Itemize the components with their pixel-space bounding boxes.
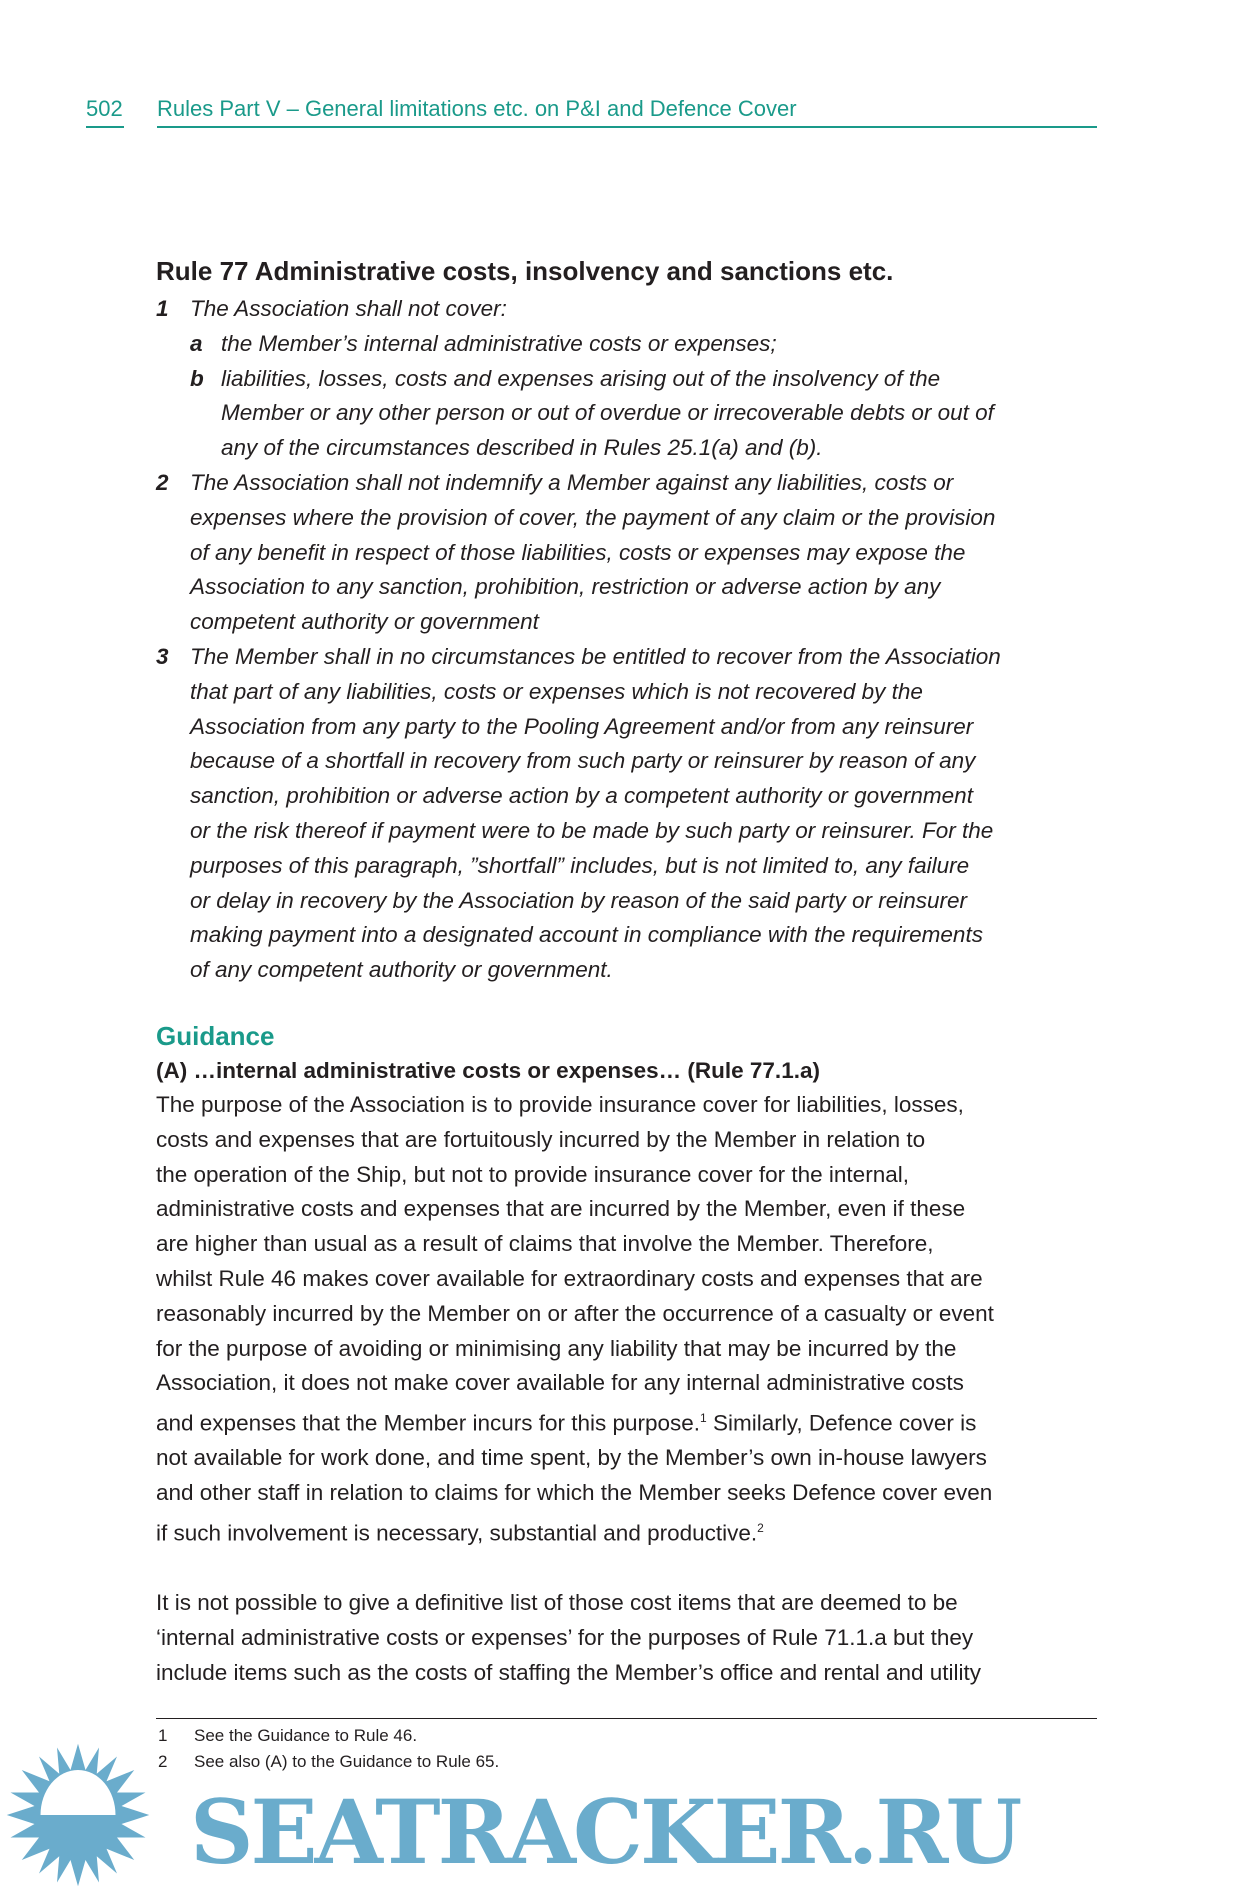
rule-title: Rule 77 Administrative costs, insolvency and sanctions etc. <box>156 256 894 286</box>
page-number: 502 <box>86 96 124 128</box>
text-line: not available for work done, and time spent, by the Member’s own in-house lawyers <box>156 1445 987 1471</box>
text-line: because of a shortfall in recovery from such party or reinsurer by reason of any <box>190 748 976 774</box>
text-line: sanction, prohibition or adverse action by a competent authority or government <box>190 783 973 809</box>
text-line: Association to any sanction, prohibition, restriction or adverse action by any <box>190 574 941 600</box>
rule-item-2 <box>156 466 1106 640</box>
text-line: The Member shall in no circumstances be entitled to recover from the Association <box>190 643 1001 669</box>
text-run: and expenses that the Member incurs for this purpose. <box>156 1410 701 1436</box>
footnote-1 <box>158 1726 417 1746</box>
footnote-2 <box>158 1752 499 1772</box>
text-line: costs and expenses that are fortuitously incurred by the Member in relation to <box>156 1126 926 1152</box>
sun-logo-icon <box>0 1740 160 1890</box>
sub-item-a <box>190 327 1106 362</box>
text-line: The Association shall not indemnify a Member against any liabilities, costs or <box>190 469 954 495</box>
text-line: the Member’s internal administrative costs or expenses; <box>221 330 777 356</box>
item-number: 3 <box>156 643 169 669</box>
text-line: purposes of this paragraph, ”shortfall” includes, but is not limited to, any failure <box>190 852 970 878</box>
sub-item-b <box>190 362 1106 466</box>
text-line: Member or any other person or out of overdue or irrecoverable debts or out of <box>221 400 994 426</box>
text-line: It is not possible to give a definitive list of those cost items that are deemed to be <box>156 1590 958 1616</box>
footnote-ref-1[interactable]: 1 <box>700 1411 707 1426</box>
footnote-ref-2[interactable]: 2 <box>757 1521 764 1536</box>
text-line: The Association shall not cover: <box>190 296 507 321</box>
text-line: ‘internal administrative costs or expenses’ for the purposes of Rule 71.1.a but they <box>156 1624 974 1650</box>
text-line <box>156 1511 1106 1551</box>
footnote-text: See the Guidance to Rule 46. <box>194 1726 418 1745</box>
text-line: any of the circumstances described in Rules 25.1(a) and (b). <box>221 435 823 461</box>
guidance-subheading: (A) …internal administrative costs or expenses… (Rule 77.1.a) <box>156 1058 820 1083</box>
guidance-paragraph-1 <box>156 1088 1106 1551</box>
text-line: include items such as the costs of staffing the Member’s office and rental and utility <box>156 1659 982 1685</box>
text-line: expenses where the provision of cover, the payment of any claim or the provision <box>190 504 996 530</box>
footnote-text: See also (A) to the Guidance to Rule 65. <box>194 1752 500 1771</box>
text-line: reasonably incurred by the Member on or after the occurrence of a casualty or event <box>156 1300 994 1326</box>
sub-item-letter: a <box>190 330 203 356</box>
text-line: of any benefit in respect of those liabilities, costs or expenses may expose the <box>190 539 966 565</box>
text-line: that part of any liabilities, costs or expenses which is not recovered by the <box>190 678 923 704</box>
item-number: 1 <box>156 296 169 321</box>
footnote-number: 1 <box>158 1726 168 1745</box>
text-line: whilst Rule 46 makes cover available for extraordinary costs and expenses that are <box>156 1265 983 1291</box>
guidance-heading: Guidance <box>156 1021 275 1051</box>
guidance-paragraph-2 <box>156 1586 1106 1690</box>
running-header: Rules Part V – General limitations etc. on P&I and Defence Cover <box>157 96 1097 128</box>
guidance-section <box>156 1018 1106 1725</box>
text-line: Association from any party to the Pooling Agreement and/or from any reinsurer <box>190 713 974 739</box>
sub-item-letter: b <box>190 365 204 391</box>
footnote-divider <box>156 1718 1097 1719</box>
text-line: liabilities, losses, costs and expenses arising out of the insolvency of the <box>221 365 941 391</box>
rule-items <box>156 292 1106 988</box>
text-line: making payment into a designated account in compliance with the requirements <box>190 922 983 948</box>
text-line: competent authority or government <box>190 609 539 635</box>
text-run: if such involvement is necessary, substantial and productive. <box>156 1520 758 1546</box>
text-line <box>156 1401 1106 1441</box>
item-number: 2 <box>156 469 169 495</box>
text-line: administrative costs and expenses that are incurred by the Member, even if these <box>156 1196 966 1222</box>
text-line: the operation of the Ship, but not to provide insurance cover for the internal, <box>156 1161 909 1187</box>
text-line: or delay in recovery by the Association by reason of the said party or reinsurer <box>190 887 968 913</box>
watermark-text: SEATRACKER.RU <box>190 1780 1020 1884</box>
footnote-number: 2 <box>158 1752 168 1771</box>
text-line: Association, it does not make cover available for any internal administrative costs <box>156 1370 964 1396</box>
text-line: The purpose of the Association is to provide insurance cover for liabilities, losses, <box>156 1092 964 1117</box>
rule-item-3 <box>156 640 1106 988</box>
text-line: are higher than usual as a result of claims that involve the Member. Therefore, <box>156 1231 934 1257</box>
text-run: Similarly, Defence cover is <box>706 1410 977 1436</box>
text-line: or the risk thereof if payment were to be made by such party or reinsurer. For the <box>190 817 994 843</box>
text-line: of any competent authority or government. <box>190 957 613 983</box>
rule-item-1 <box>156 292 1106 466</box>
text-line: for the purpose of avoiding or minimising any liability that may be incurred by the <box>156 1335 957 1361</box>
text-line: and other staff in relation to claims for which the Member seeks Defence cover even <box>156 1480 993 1506</box>
